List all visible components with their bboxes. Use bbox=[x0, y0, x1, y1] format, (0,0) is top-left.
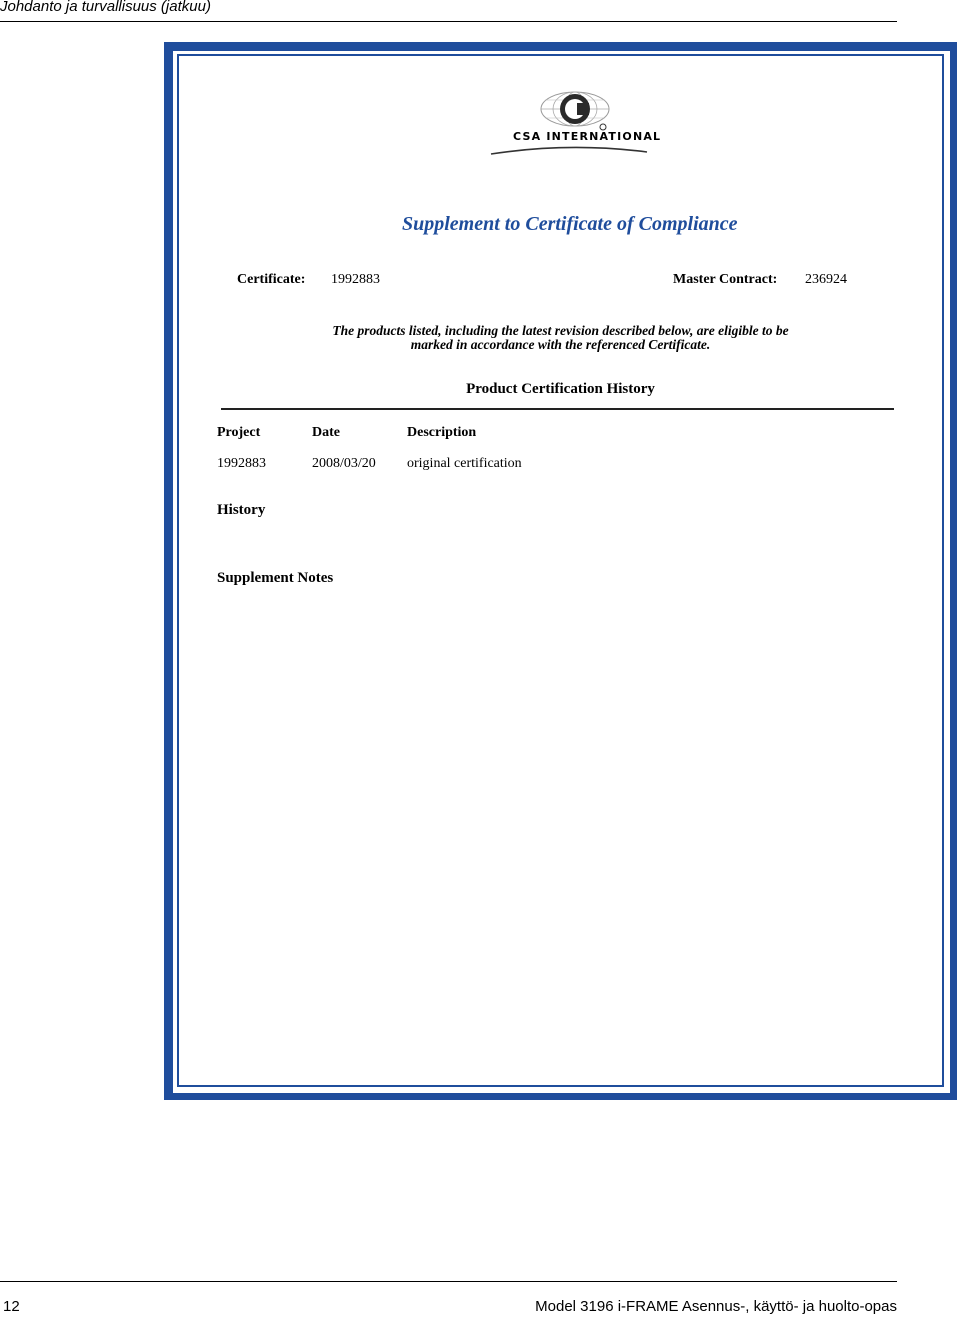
certificate-border-inner bbox=[172, 50, 951, 1094]
logo-swoosh-icon bbox=[489, 144, 649, 158]
certificate-number: 1992883 bbox=[331, 272, 380, 287]
master-contract-number: 236924 bbox=[805, 272, 847, 287]
column-header-project: Project bbox=[217, 425, 261, 440]
supplement-notes-heading: Supplement Notes bbox=[217, 570, 334, 586]
certificate-title: Supplement to Certificate of Compliance bbox=[402, 213, 738, 235]
certificate-page bbox=[177, 54, 944, 1087]
table-row-description: original certification bbox=[407, 456, 522, 471]
column-header-description: Description bbox=[407, 425, 477, 440]
document-title: Model 3196 i-FRAME Asennus-, käyttö- ja huolto-opas bbox=[535, 1298, 897, 1315]
page-footer bbox=[0, 1281, 897, 1319]
table-row-date: 2008/03/20 bbox=[312, 456, 376, 471]
history-heading: History bbox=[217, 502, 266, 518]
statement-line-2: marked in accordance with the referenced Certificate. bbox=[410, 337, 711, 352]
certificate-label: Certificate: bbox=[237, 272, 306, 287]
table-row-project: 1992883 bbox=[217, 456, 266, 471]
statement-line-1: The products listed, including the latest revision described below, are eligible to be bbox=[332, 323, 789, 338]
column-header-date: Date bbox=[312, 425, 340, 440]
eligibility-statement bbox=[179, 324, 942, 352]
csa-logo-icon bbox=[539, 89, 611, 133]
section-title: Johdanto ja turvallisuus (jatkuu) bbox=[0, 0, 211, 15]
section-divider bbox=[221, 408, 894, 410]
history-section-title: Product Certification History bbox=[466, 381, 655, 397]
page-header bbox=[0, 0, 897, 22]
organization-name: CSA INTERNATIONAL bbox=[513, 130, 662, 143]
master-contract-label: Master Contract: bbox=[673, 272, 778, 287]
certificate-frame bbox=[164, 42, 957, 1100]
page-number: 12 bbox=[3, 1298, 20, 1315]
